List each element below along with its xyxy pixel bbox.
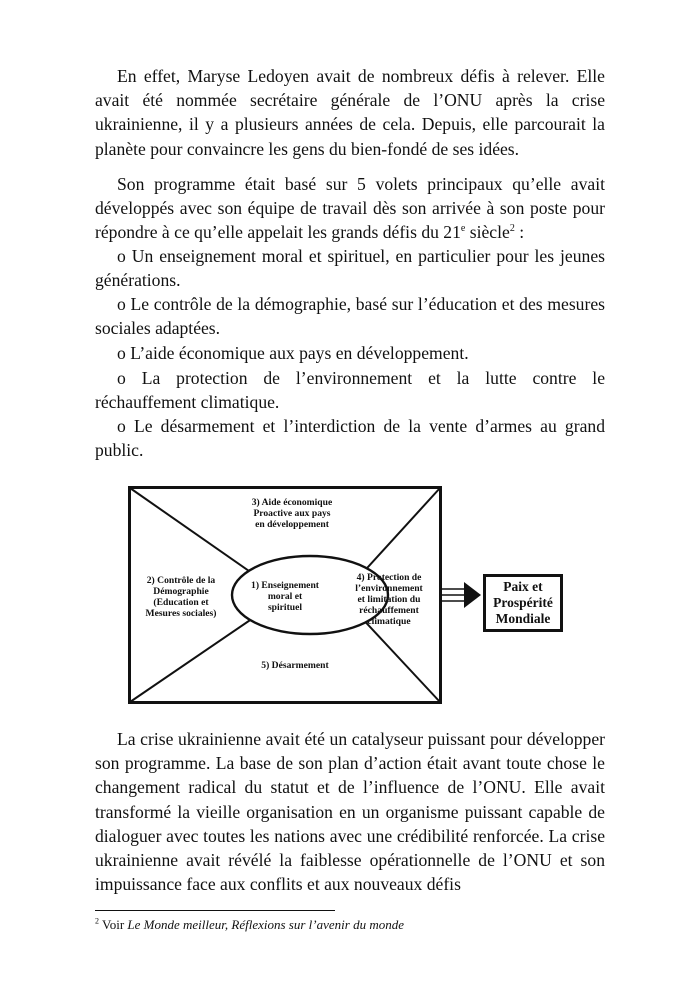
footnote-number: 2 bbox=[95, 916, 99, 926]
footnote-separator bbox=[95, 910, 335, 911]
arrow-to-result bbox=[441, 582, 481, 608]
programme-text-siecle: siècle bbox=[465, 222, 510, 243]
bullet-item-4: o La protection de l’environnement et la lutte contre le réchauffement climatique. bbox=[95, 368, 605, 413]
paragraph-crise: La crise ukrainienne avait été un catalyseur puissant pour développer son programme. La base de son plan d’action était avant toute chose le changement radical du statut et de l’influence de l’ONU. Elle avait transformé la vieille organisation en un organisme puissant capable de dialoguer avec toutes les nations avec une crédibilité renforcée. La crise ukrainienne avait révélé la faiblesse opérationnelle de l’ONU et son impuissance face aux conflits et aux nouveaux défis bbox=[95, 729, 605, 895]
century-superscript: e bbox=[460, 223, 466, 235]
section-aide-economique: 3) Aide économique Proactive aux pays en développement bbox=[251, 497, 333, 530]
result-text: Paix et Prospérité Mondiale bbox=[493, 579, 553, 626]
footnote-reference: 2 bbox=[509, 223, 515, 235]
bullet-item-3: o L’aide économique aux pays en développement. bbox=[117, 343, 469, 363]
section-controle-demographie: 2) Contrôle de la Démographie (Education et Mesures sociales) bbox=[145, 575, 217, 619]
footnote bbox=[95, 917, 404, 933]
bullet-item-2: o Le contrôle de la démographie, basé sur l’éducation et des mesures sociales adaptées. bbox=[95, 294, 605, 339]
programme-text: Son programme était basé sur 5 volets principaux qu’elle avait développés avec son équipe de travail dès son arrivée à son poste pour répondre à ce qu’elle appelait les grands défis du 21 bbox=[95, 174, 605, 243]
bullet-item-5: o Le désarmement et l’interdiction de la vente d’armes au grand public. bbox=[95, 416, 605, 461]
section-desarmement: 5) Désarmement bbox=[261, 660, 329, 671]
paragraph-intro: En effet, Maryse Ledoyen avait de nombreux défis à relever. Elle avait été nommée secrétaire générale de l’ONU après la crise ukrainienne, il y a plusieurs années de cela. Depuis, elle parcourait la planète pour convaincre les gens du bien-fondé de ses idées. bbox=[95, 66, 605, 159]
footnote-book-title: Le Monde meilleur, Réflexions sur l’avenir du monde bbox=[127, 917, 404, 932]
bullet-item-1: o Un enseignement moral et spirituel, en particulier pour les jeunes générations. bbox=[95, 246, 605, 291]
programme-text-end: : bbox=[514, 222, 525, 243]
result-box bbox=[483, 574, 563, 632]
footnote-prefix: Voir bbox=[99, 917, 128, 932]
diagonal-bottom-left bbox=[130, 614, 259, 702]
section-protection-environnement: 4) Protection de l’environnement et limitation du réchauffement climatique bbox=[355, 572, 423, 627]
diagonal-bottom-right bbox=[358, 614, 440, 702]
paragraph-programme bbox=[95, 172, 605, 245]
section-enseignement: 1) Enseignement moral et spirituel bbox=[251, 580, 319, 613]
diagonal-top-right bbox=[358, 488, 440, 578]
